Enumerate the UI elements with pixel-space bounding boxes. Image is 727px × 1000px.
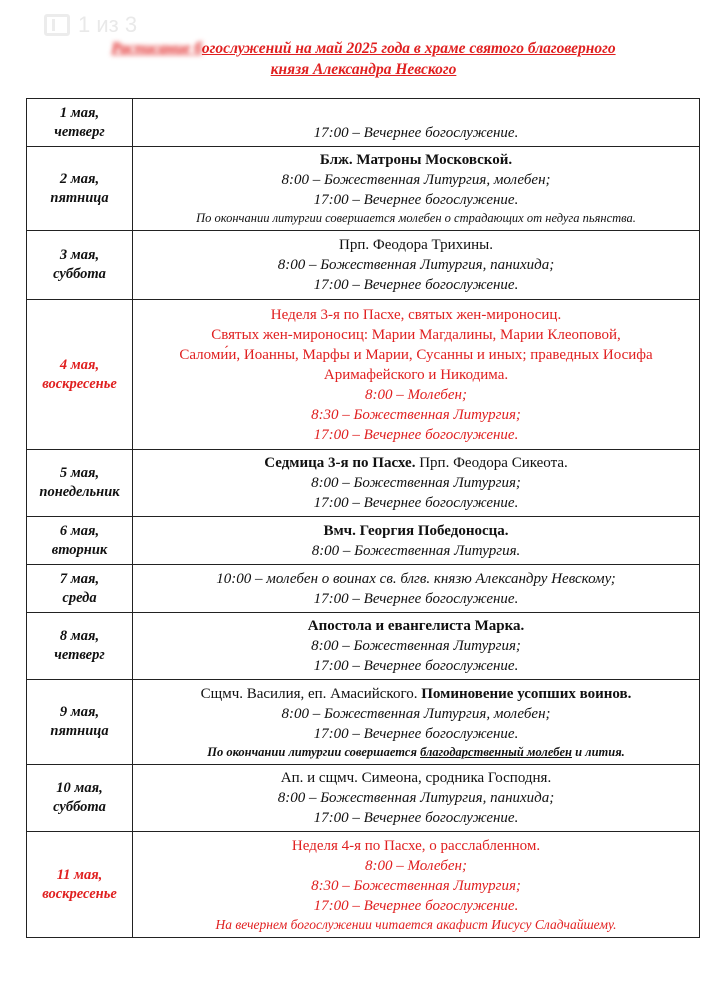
page-counter-text: 1 из 3 bbox=[78, 12, 138, 37]
date-cell: 8 мая, четверг bbox=[27, 613, 133, 680]
date-cell: 6 мая, вторник bbox=[27, 517, 133, 565]
service-cell: 10:00 – молебен о воинах св. блгв. князю Александру Невскому; 17:00 – Вечернее богослужение. bbox=[133, 565, 700, 613]
date-cell: 10 мая, суббота bbox=[27, 765, 133, 832]
table-row bbox=[27, 765, 700, 832]
date-cell: 5 мая, понедельник bbox=[27, 450, 133, 517]
table-row bbox=[27, 99, 700, 147]
schedule-table bbox=[26, 98, 700, 938]
table-row bbox=[27, 231, 700, 300]
service-cell: Вмч. Георгия Победоносца. 8:00 – Божественная Литургия. bbox=[133, 517, 700, 565]
date-cell: 9 мая, пятница bbox=[27, 680, 133, 765]
date-cell: 11 мая, воскресенье bbox=[27, 832, 133, 938]
service-cell: Ап. и сщмч. Симеона, сродника Господня. 8:00 – Божественная Литургия, панихида; 17:00 – Вечернее богослужение. bbox=[133, 765, 700, 832]
page-counter bbox=[44, 12, 137, 38]
date-cell: 1 мая, четверг bbox=[27, 99, 133, 147]
table-row bbox=[27, 517, 700, 565]
service-cell: Прп. Феодора Трихины. 8:00 – Божественная Литургия, панихида; 17:00 – Вечернее богослужение. bbox=[133, 231, 700, 300]
title-blurred-fragment: Расписание б bbox=[111, 40, 202, 57]
title-line1: огослужений на май 2025 года в храме святого благоверного bbox=[201, 40, 616, 57]
table-row bbox=[27, 832, 700, 938]
table-row bbox=[27, 565, 700, 613]
date-cell: 2 мая, пятница bbox=[27, 147, 133, 231]
document-title bbox=[0, 38, 727, 80]
document-icon bbox=[44, 14, 70, 36]
service-cell: 17:00 – Вечернее богослужение. bbox=[133, 99, 700, 147]
service-cell: Блж. Матроны Московской. 8:00 – Божественная Литургия, молебен; 17:00 – Вечернее богослужение. По окончании литургии совершается молебен о страдающих от недуга пьянства. bbox=[133, 147, 700, 231]
service-cell: Апостола и евангелиста Марка. 8:00 – Божественная Литургия; 17:00 – Вечернее богослужение. bbox=[133, 613, 700, 680]
table-row bbox=[27, 450, 700, 517]
date-cell: 7 мая, среда bbox=[27, 565, 133, 613]
title-line2: князя Александра Невского bbox=[270, 61, 457, 78]
date-cell: 3 мая, суббота bbox=[27, 231, 133, 300]
service-cell: Неделя 3-я по Пасхе, святых жен-мироносиц. Святых жен-мироносиц: Марии Магдалины, Марии Клеоповой, Саломи́и, Иоанны, Марфы и Марии, Сусанны и иных; праведных Иосифа Аримафейского и Никодима. 8:00 – Молебен; 8:30 – Божественная Литургия; 17:00 – Вечернее богослужение. bbox=[133, 300, 700, 450]
table-row bbox=[27, 680, 700, 765]
service-cell: Неделя 4-я по Пасхе, о расслабленном. 8:00 – Молебен; 8:30 – Божественная Литургия; 17:00 – Вечернее богослужение. На вечернем богослужении читается акафист Иисусу Сладчайшему. bbox=[133, 832, 700, 938]
table-row bbox=[27, 300, 700, 450]
date-cell: 4 мая, воскресенье bbox=[27, 300, 133, 450]
table-row bbox=[27, 147, 700, 231]
service-cell: Седмица 3-я по Пасхе. Прп. Феодора Сикеота. 8:00 – Божественная Литургия; 17:00 – Вечернее богослужение. bbox=[133, 450, 700, 517]
service-cell: Сщмч. Василия, еп. Амасийского. Поминовение усопших воинов. 8:00 – Божественная Литургия, молебен; 17:00 – Вечернее богослужение. По окончании литургии совершается благодарственный молебен и лития. bbox=[133, 680, 700, 765]
table-row bbox=[27, 613, 700, 680]
